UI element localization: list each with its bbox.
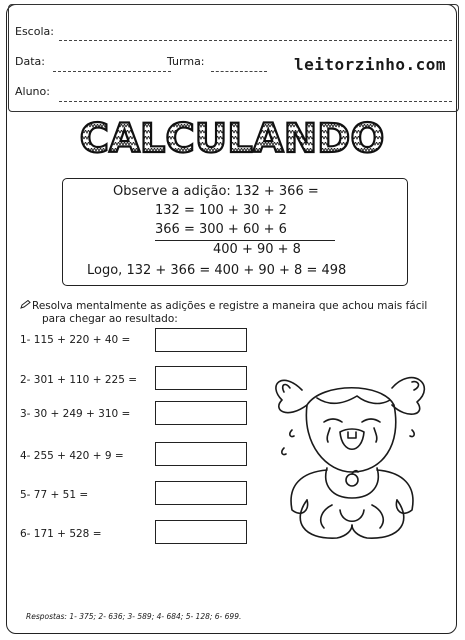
aluno-field[interactable] [59,101,452,102]
crying-girl-illustration [262,360,442,550]
exercise-6-label: 6- 171 + 528 = [20,528,102,540]
example-line-5: Logo, 132 + 366 = 400 + 90 + 8 = 498 [87,263,347,278]
instruction-line-2: para chegar ao resultado: [42,313,178,325]
student-info-header [8,4,459,112]
exercise-2-answer-box[interactable] [155,366,247,390]
escola-field[interactable] [59,40,452,41]
pencil-icon [20,300,32,313]
escola-label: Escola: [15,25,54,38]
exercise-4-label: 4- 255 + 420 + 9 = [20,450,124,462]
data-label: Data: [15,55,45,68]
exercise-5-label: 5- 77 + 51 = [20,489,89,501]
aluno-label: Aluno: [15,85,50,98]
exercise-1-answer-box[interactable] [155,328,247,352]
data-field[interactable] [53,71,171,72]
exercise-3-label: 3- 30 + 249 + 310 = [20,408,131,420]
answer-key: Respostas: 1- 375; 2- 636; 3- 589; 4- 684; 5- 128; 6- 699. [26,612,242,621]
page-title [0,112,465,162]
instruction [20,300,450,326]
example-line-2: 132 = 100 + 30 + 2 [155,203,287,218]
turma-label: Turma: [167,55,205,68]
turma-field[interactable] [211,71,267,72]
exercise-5-answer-box[interactable] [155,481,247,505]
brand-logo: leitorzinho.com [294,55,446,74]
example-line-1: Observe a adição: 132 + 366 = [113,184,319,199]
exercise-3-answer-box[interactable] [155,401,247,425]
example-box [62,178,408,286]
example-line-4: 400 + 90 + 8 [213,242,301,257]
example-line-3: 366 = 300 + 60 + 6 [155,222,287,237]
exercise-6-answer-box[interactable] [155,520,247,544]
exercise-2-label: 2- 301 + 110 + 225 = [20,374,138,386]
exercise-1-label: 1- 115 + 220 + 40 = [20,334,131,346]
exercise-4-answer-box[interactable] [155,442,247,466]
instruction-line-1: Resolva mentalmente as adições e registre a maneira que achou mais fácil [32,300,428,312]
title-text: CALCULANDO [79,116,385,162]
sum-divider [155,240,335,241]
